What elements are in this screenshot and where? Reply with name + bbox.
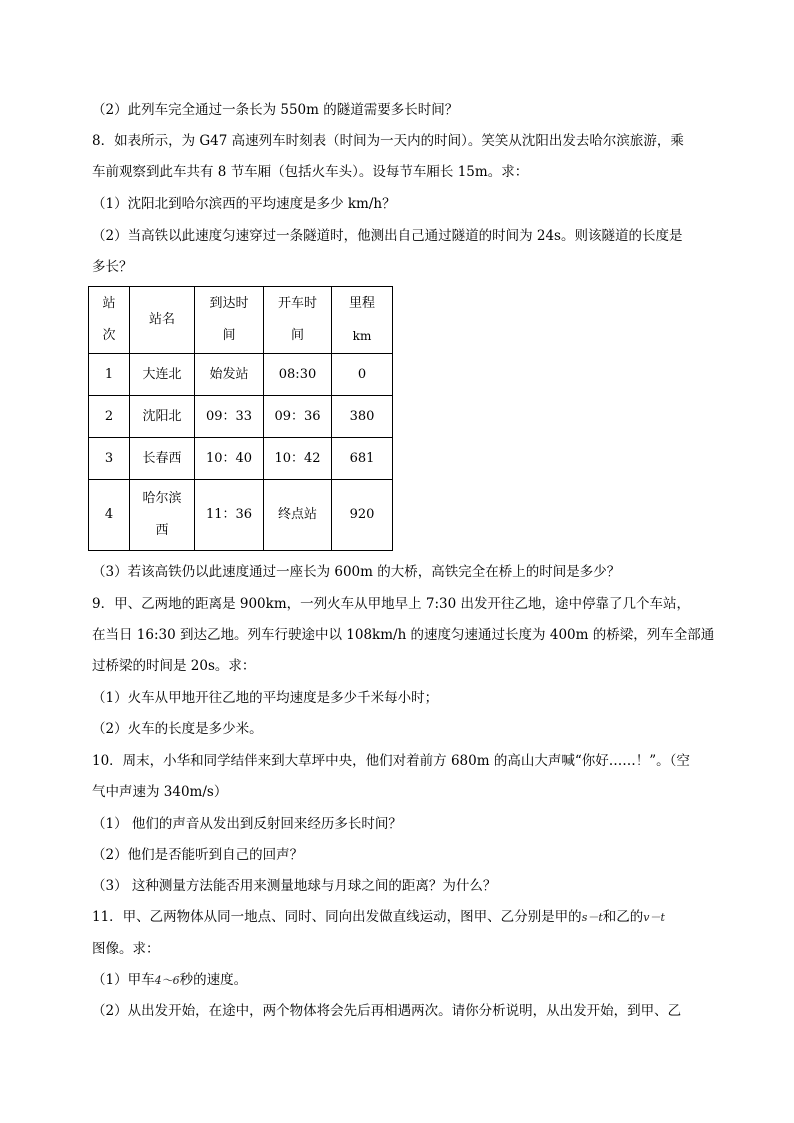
cell-depart: 10：42 — [264, 438, 332, 480]
header-departure-time: 开车时 间 — [264, 287, 332, 354]
header-station-name: 站名 — [130, 287, 195, 354]
question-9-line-2: 在当日 16:30 到达乙地。列车行驶途中以 108km/h 的速度匀速通过长度为 400m 的桥梁，列车全部通 — [92, 627, 715, 643]
table-header-row — [89, 287, 393, 354]
question-8-part-3: （3）若该高铁仍以此速度通过一座长为 600m 的大桥，高铁完全在桥上的时间是多少？ — [92, 564, 621, 580]
question-9-part-1: （1）火车从甲地开往乙地的平均速度是多少千米每小时； — [92, 690, 439, 706]
question-11-part-1 — [92, 970, 712, 991]
question-10-line-2: 气中声速为 340m/s） — [92, 784, 228, 800]
q11-text-a: 11．甲、乙两物体从同一地点、同时、同向出发做直线运动，图甲、乙分别是甲的 — [92, 909, 582, 925]
question-9-line-1: 9．甲、乙两地的距离是 900km，一列火车从甲地早上 7:30 出发开往乙地，途中停靠了几个车站， — [92, 596, 691, 612]
cell-no: 2 — [89, 396, 130, 438]
question-11-line-1 — [92, 907, 712, 928]
cell-arrive: 09：33 — [195, 396, 264, 438]
question-9-part-2: （2）火车的长度是多少米。 — [92, 721, 263, 737]
cell-name: 哈尔滨 西 — [130, 480, 195, 551]
q11-p1-text-b: 秒的速度。 — [179, 972, 248, 988]
question-7-part-2: （2）此列车完全通过一条长为 550m 的隧道需要多长时间？ — [92, 102, 459, 118]
cell-arrive: 11：36 — [195, 480, 264, 551]
cell-km: 681 — [332, 438, 393, 480]
q11-text-b: 和乙的 — [602, 909, 644, 925]
cell-no: 4 — [89, 480, 130, 551]
cell-arrive: 始发站 — [195, 354, 264, 396]
q11-p1-text-a: （1）甲车 — [92, 972, 155, 988]
header-station-no: 站 次 — [89, 287, 130, 354]
cell-depart: 终点站 — [264, 480, 332, 551]
table-row — [89, 480, 393, 551]
cell-km: 0 — [332, 354, 393, 396]
train-timetable — [88, 286, 393, 551]
cell-name: 沈阳北 — [130, 396, 195, 438]
table-row — [89, 438, 393, 480]
cell-depart: 08:30 — [264, 354, 332, 396]
cell-no: 3 — [89, 438, 130, 480]
question-8-part-2: （2）当高铁以此速度匀速穿过一条隧道时，他测出自己通过隧道的时间为 24s。则该隧道的长度是 — [92, 228, 683, 244]
cell-name: 长春西 — [130, 438, 195, 480]
question-11-line-2: 图像。求： — [92, 941, 160, 957]
cell-arrive: 10：40 — [195, 438, 264, 480]
vt-graph-symbol: v－t — [643, 911, 665, 924]
cell-km: 920 — [332, 480, 393, 551]
question-10-line-1: 10．周末，小华和同学结伴来到大草坪中央，他们对着前方 680m 的高山大声喊“你好……！”。（空 — [92, 753, 690, 769]
cell-depart: 09：36 — [264, 396, 332, 438]
question-10-part-2: （2）他们是否能听到自己的回声？ — [92, 847, 304, 863]
cell-km: 380 — [332, 396, 393, 438]
table-row — [89, 396, 393, 438]
header-mileage: 里程 km — [332, 287, 393, 354]
question-9-line-3: 过桥梁的时间是 20s。求： — [92, 658, 256, 674]
time-range: 4～6 — [154, 974, 180, 987]
cell-name: 大连北 — [130, 354, 195, 396]
question-8-part-1: （1）沈阳北到哈尔滨西的平均速度是多少 km/h？ — [92, 196, 396, 212]
question-8-line-1: 8．如表所示，为 G47 高速列车时刻表（时间为一天内的时间）。笑笑从沈阳出发去哈尔滨旅游，乘 — [92, 133, 684, 149]
cell-no: 1 — [89, 354, 130, 396]
header-arrival-time: 到达时 间 — [195, 287, 264, 354]
question-10-part-3: （3） 这种测量方法能否用来测量地球与月球之间的距离？为什么？ — [92, 878, 497, 894]
st-graph-symbol: s－t — [581, 911, 603, 924]
question-8-part-2-cont: 多长？ — [92, 259, 133, 275]
question-8-line-2: 车前观察到此车共有 8 节车厢（包括火车头）。设每节车厢长 15m。求： — [92, 164, 529, 180]
table-row — [89, 354, 393, 396]
question-11-part-2: （2）从出发开始，在途中，两个物体将会先后再相遇两次。请你分析说明，从出发开始，到甲、乙 — [92, 1003, 682, 1019]
question-10-part-1: （1） 他们的声音从发出到反射回来经历多长时间？ — [92, 816, 402, 832]
